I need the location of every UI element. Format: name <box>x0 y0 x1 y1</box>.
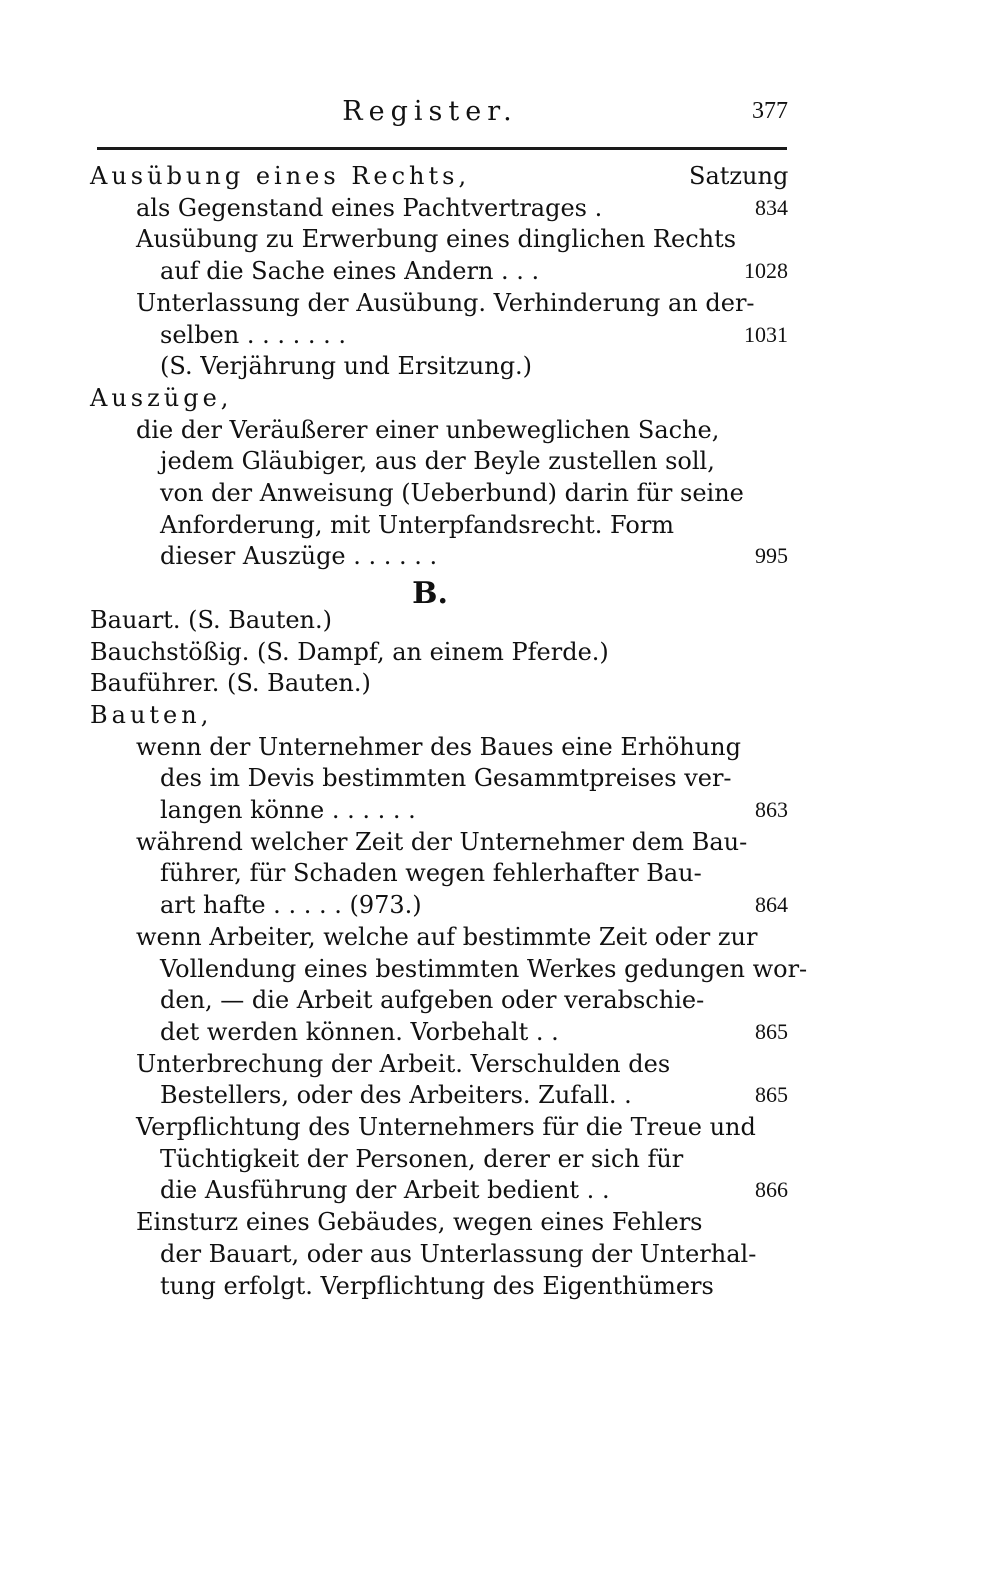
entry-text: die Ausführung der Arbeit bedient . . <box>160 1176 610 1205</box>
entry-text: Bauführer. (S. Bauten.) <box>90 669 371 698</box>
entry-reference: 1031 <box>744 321 788 347</box>
entry-text: jedem Gläubiger, aus der Beyle zustellen soll, <box>160 447 715 476</box>
entry-text: art hafte . . . . . (973.) <box>160 891 422 920</box>
entry-text: Bauchstößig. (S. Dampf, an einem Pferde.) <box>90 637 609 666</box>
entry-reference: 865 <box>755 1082 788 1108</box>
entry-text: langen könne . . . . . . <box>160 796 416 824</box>
entry-text: Vollendung eines bestimmten Werkes gedungen wor- <box>160 954 808 983</box>
entry-text: det werden können. Vorbehalt . . <box>160 1017 559 1046</box>
entry-text: selben . . . . . . . <box>160 320 347 349</box>
entry-text: Ausübung eines Rechts, <box>90 162 471 190</box>
entry-text: von der Anweisung (Ueberbund) darin für seine <box>160 479 744 507</box>
entry-text: als Gegenstand eines Pachtvertrages . <box>136 193 603 222</box>
entry-text: führer, für Schaden wegen fehlerhafter Bau- <box>160 859 702 888</box>
entry-text: Unterlassung der Ausübung. Verhinderung an der- <box>136 288 755 317</box>
page-title: Register. <box>342 96 518 127</box>
entry-reference: 863 <box>755 797 788 822</box>
entry-reference: 865 <box>755 1018 788 1044</box>
entry-text: Auszüge, <box>90 383 233 412</box>
entry-text: Ausübung zu Erwerbung eines dinglichen Rechts <box>136 225 737 254</box>
entry-text: Tüchtigkeit der Personen, derer er sich für <box>160 1144 684 1173</box>
entry-text: (S. Verjährung und Ersitzung.) <box>160 352 533 381</box>
entry-text: während welcher Zeit der Unternehmer dem Bau- <box>136 827 748 856</box>
entry-text: des im Devis bestimmten Gesammtpreises ver- <box>160 764 732 793</box>
entry-text: dieser Auszüge . . . . . . <box>160 542 438 571</box>
entry-text: Verpflichtung des Unternehmers für die Treue und <box>136 1113 756 1141</box>
entry-reference: 864 <box>755 892 788 918</box>
entry-reference: Satzung <box>689 162 789 190</box>
running-head <box>0 96 1000 136</box>
entry-text: wenn der Unternehmer des Baues eine Erhöhung <box>136 732 742 761</box>
entry-text: wenn Arbeiter, welche auf bestimmte Zeit oder zur <box>136 922 758 951</box>
entry-reference: 834 <box>755 194 788 220</box>
entry-reference: 1028 <box>744 258 788 284</box>
entry-text: Bestellers, oder des Arbeiters. Zufall. . <box>160 1081 632 1110</box>
entry-reference: 866 <box>755 1177 788 1203</box>
entry-text: tung erfolgt. Verpflichtung des Eigenthümers <box>160 1271 714 1300</box>
entry-text: Anforderung, mit Unterpfandsrecht. Form <box>160 510 675 539</box>
entry-text: Einsturz eines Gebäudes, wegen eines Fehlers <box>136 1208 703 1237</box>
entry-text: Unterbrechung der Arbeit. Verschulden des <box>136 1049 671 1078</box>
entry-text: Bauten, <box>90 700 213 729</box>
entry-text: auf die Sache eines Andern . . . <box>160 257 540 286</box>
entry-text: den, — die Arbeit aufgeben oder verabschie- <box>160 986 705 1015</box>
entry-text: Bauart. (S. Bauten.) <box>90 605 332 634</box>
section-letter: B. <box>412 576 448 612</box>
entry-reference: 995 <box>755 543 788 569</box>
header-rule <box>97 147 787 150</box>
entry-text: der Bauart, oder aus Unterlassung der Unterhal- <box>160 1239 757 1268</box>
entry-text: die der Veräußerer einer unbeweglichen Sache, <box>136 415 720 444</box>
page-number: 377 <box>752 98 788 124</box>
